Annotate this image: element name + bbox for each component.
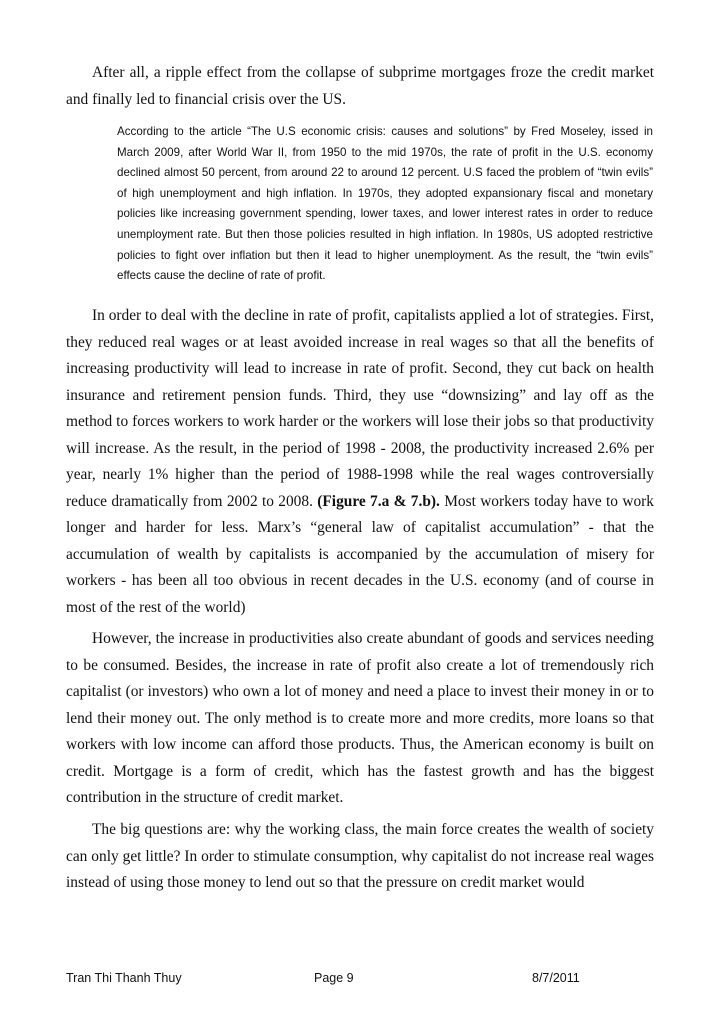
paragraph-profit-strategies — [66, 303, 654, 621]
paragraph-text: After all, a ripple effect from the collapse of subprime mortgages froze the credit market and finally led to financial crisis over the US. — [66, 64, 654, 108]
footer-page-number: Page 9 — [314, 971, 354, 985]
paragraph-productivity-credit — [66, 626, 654, 812]
footer-date: 8/7/2011 — [532, 971, 580, 985]
paragraph-text: In order to deal with the decline in rate of profit, capitalists applied a lot of strategies. First, they reduced real wages or at least avoided increase in real wages so that all the benefits of increasing productivity will lead to increase in rate of profit. Second, they cut back on health insurance and retirement pension funds. Third, they use “downsizing” and lay off as the method to forces workers to work harder or the workers will lose their jobs so that productivity will increase. As the result, in the period of 1998 - 2008, the productivity increased 2.6% per year, nearly 1% higher than the period of 1988-1998 while the real wages controversially reduce dramatically from 2002 to 2008. — [66, 307, 654, 510]
block-quote-moseley: According to the article “The U.S economic crisis: causes and solutions” by Fred Moseley, issed in March 2009, after World War II, from 1950 to the mid 1970s, the rate of profit in the U.S. economy declined almost 50 percent, from around 22 to around 12 percent. U.S faced the problem of “twin evils” of high unemployment and high inflation. In 1970s, they adopted expansionary fiscal and monetary policies like increasing government spending, lower taxes, and lower interest rates in order to reduce unemployment rate. But then those policies resulted in high inflation. In 1980s, US adopted restrictive policies to fight over inflation but then it lead to higher unemployment. As the result, the “twin evils” effects cause the decline of rate of profit. — [117, 125, 653, 283]
paragraph-big-questions — [66, 817, 654, 897]
figure-reference: (Figure 7.a & 7.b). — [317, 492, 440, 510]
page-footer — [66, 971, 654, 991]
footer-author: Tran Thi Thanh Thuy — [66, 971, 182, 985]
paragraph-credit-market — [66, 60, 654, 113]
paragraph-text: However, the increase in productivities also create abundant of goods and services needing to be consumed. Besides, the increase in rate of profit also create a lot of tremendously rich capitalist (or investors) who own a lot of money and need a place to invest their money in or to lend their money out. The only method is to create more and more credits, more loans so that workers with low income can afford those products. Thus, the American economy is built on credit. Mortgage is a form of credit, which has the fastest growth and has the biggest contribution in the structure of credit market. — [66, 630, 654, 806]
paragraph-text: The big questions are: why the working class, the main force creates the wealth of society can only get little? In order to stimulate consumption, why capitalist do not increase real wages instead of using those money to lend out so that the pressure on credit market would — [66, 821, 654, 891]
paragraph-text: Most workers today have to work longer and harder for less. Marx’s “general law of capitalist accumulation” - that the accumulation of wealth by capitalists is accompanied by the accumulation of misery for workers - has been all too obvious in recent decades in the U.S. economy (and of course in most of the rest of the world) — [66, 492, 654, 616]
